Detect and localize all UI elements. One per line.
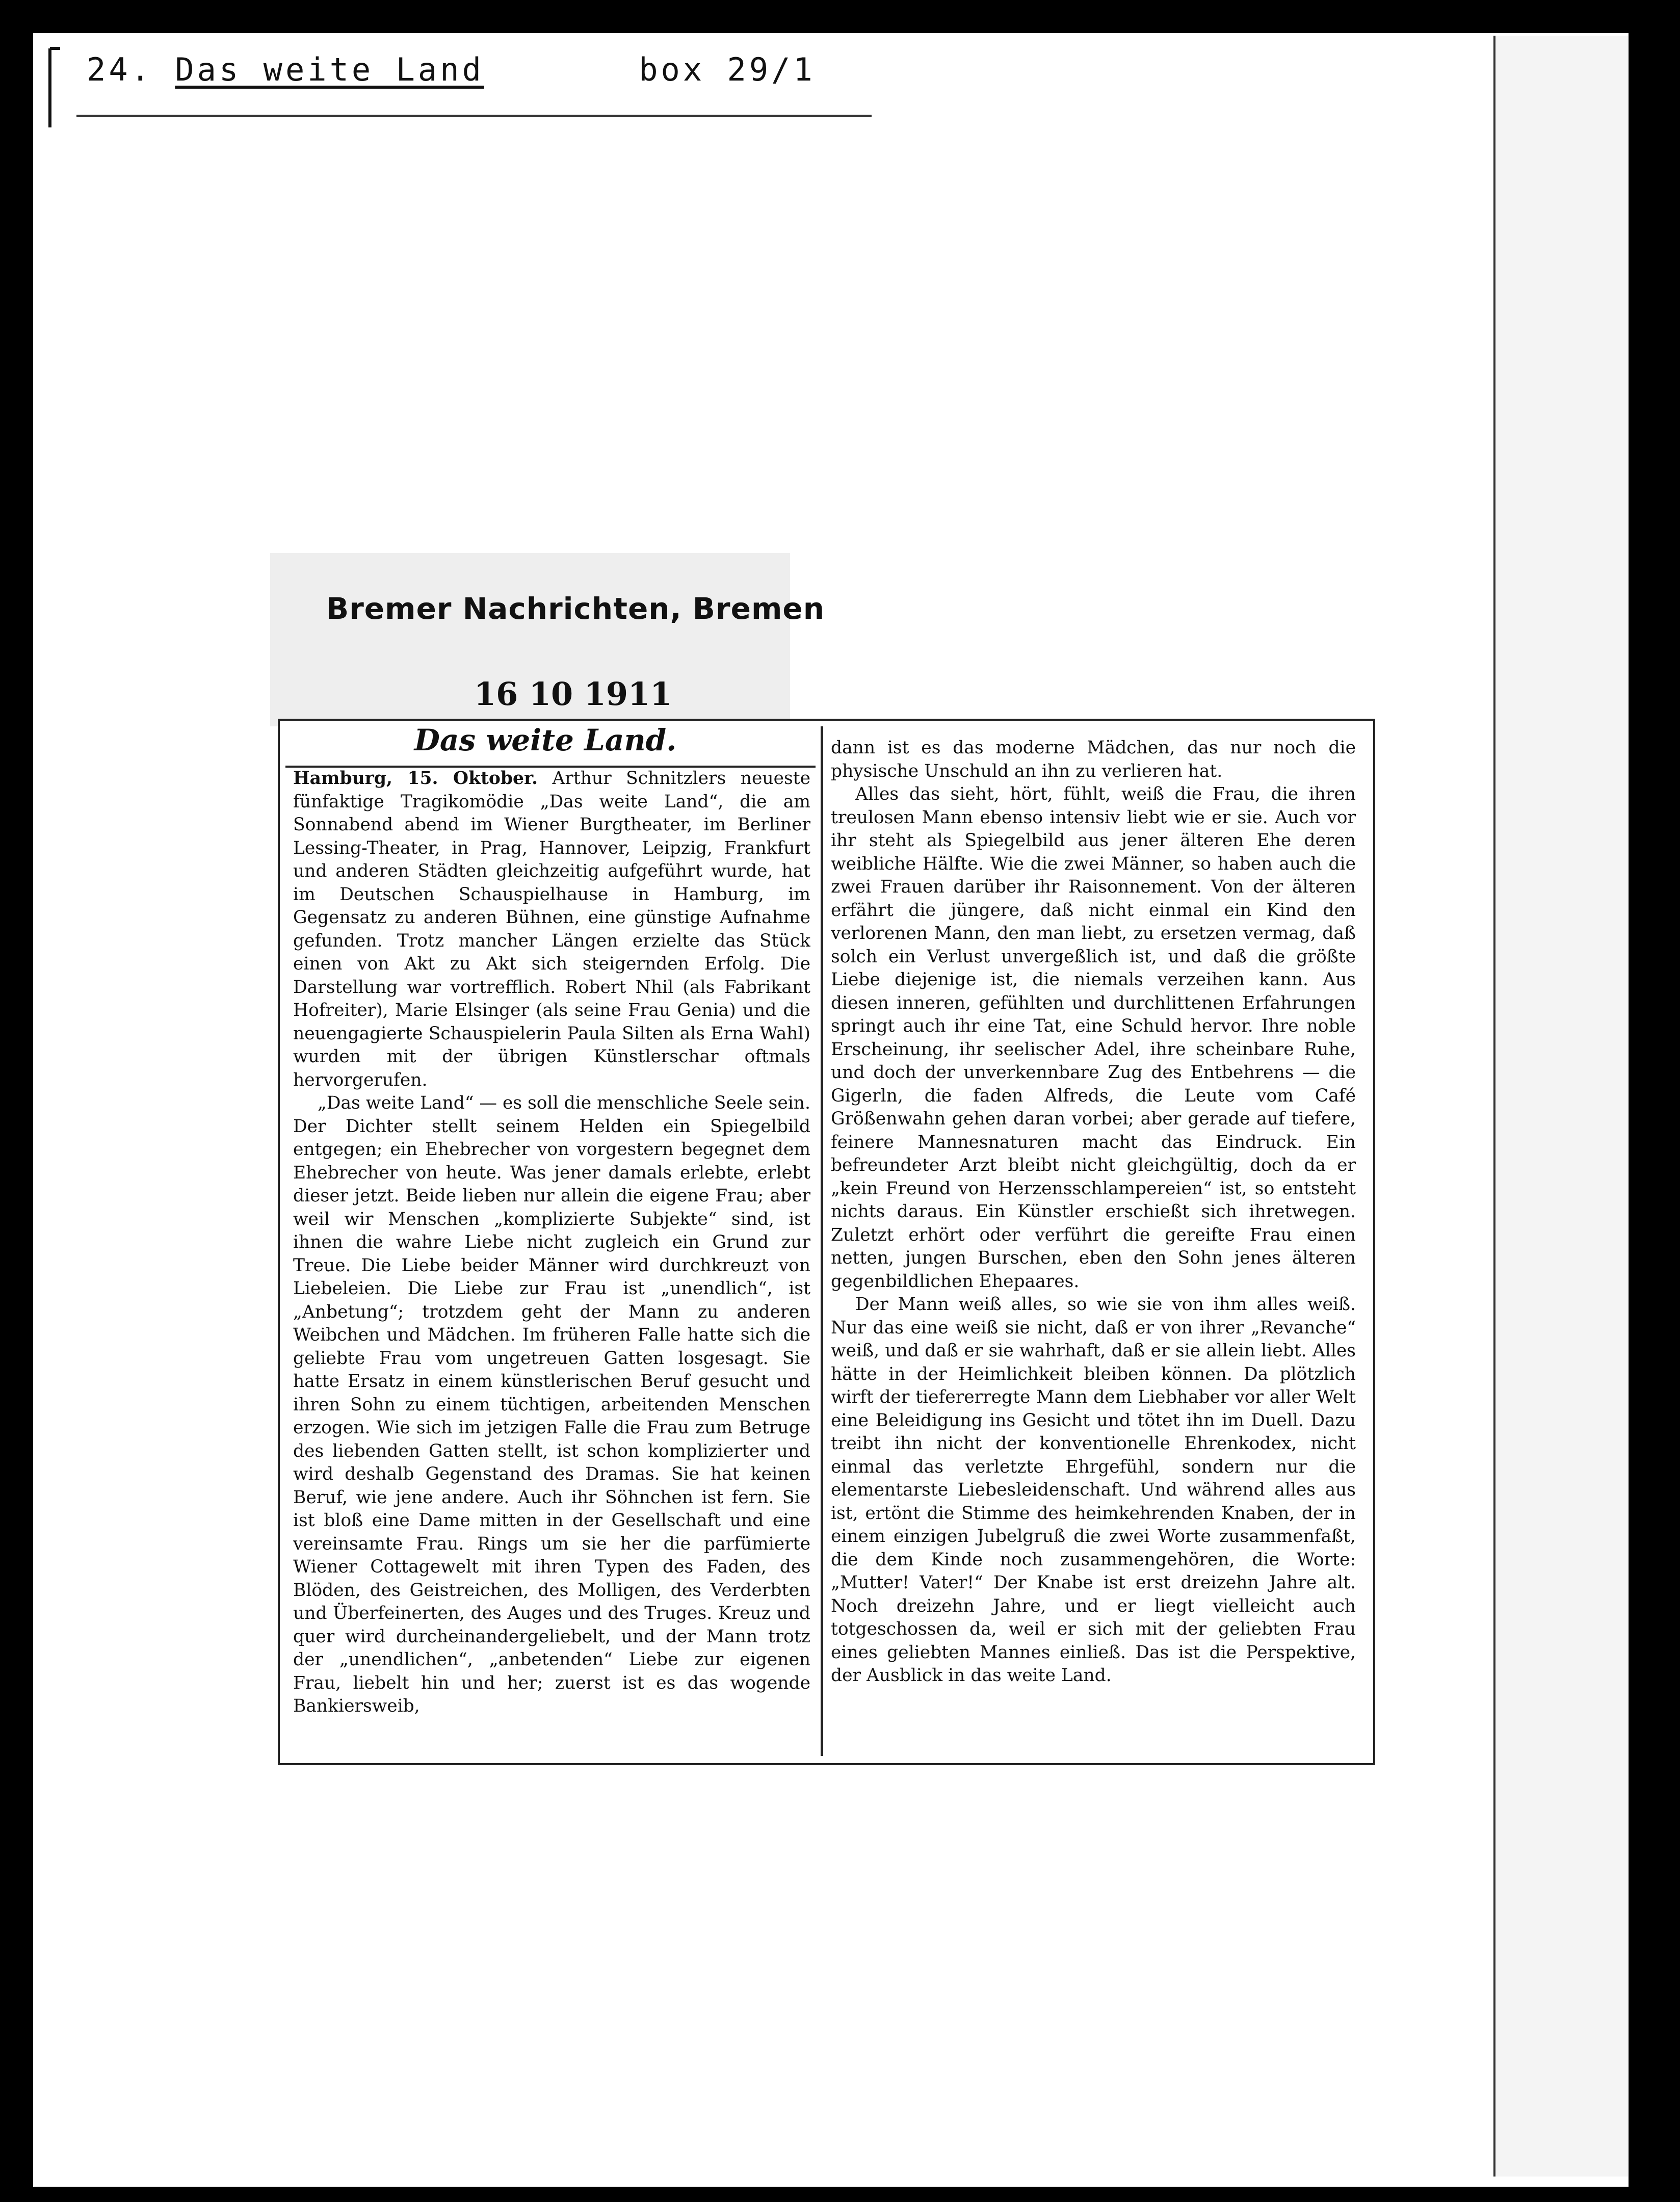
header-rule <box>76 115 872 117</box>
article-column-1 <box>293 767 810 1751</box>
article-title: Das weite Land. <box>414 723 677 757</box>
article-paragraph: Der Mann weiß alles, so wie sie von ihm alles weiß. Nur das eine weiß sie nicht, daß er von ihrer „Revanche“ weiß, und daß er sie wahrhaft, daß er sie allein liebt. Alles hätte in der Heimlichkeit bleiben können. Da plötzlich wirft der tiefererregte Mann dem Liebhaber vor aller Welt eine Beleidigung ins Gesicht und tötet ihn im Duell. Dazu treibt ihn nicht der konventionelle Ehrenkodex, nicht einmal das verletzte Ehrgefühl, sondern nur die elementarste Liebesleidenschaft. Und während alles aus ist, ertönt die Stimme des heimkehrenden Knaben, der in einem einzigen Jubelgruß die zwei Worte zusammenfaßt, die dem Kinde noch zusammengehören, die Worte: „Mutter! Vater!“ Der Knabe ist erst dreizehn Jahre alt. Noch dreizehn Jahre, und er liegt vielleicht auch totgeschossen da, weil er sich mit der geliebten Frau eines geliebten Mannes einließ. Das ist die Perspektive, der Ausblick in das weite Land. <box>831 1294 1356 1686</box>
folder-title: Das weite Land <box>175 51 484 88</box>
article-paragraph: dann ist es das moderne Mädchen, das nur noch die physische Unschuld an ihn zu verlieren hat. <box>831 738 1356 781</box>
article-paragraph: Alles das sieht, hört, fühlt, weiß die Frau, die ihren treulosen Mann ebenso intensiv liebt wie er sie. Auch vor ihr steht als Spiegelbild aus jener älteren Ehe deren weibliche Hälfte. Wie die zwei Männer, so haben auch die zwei Frauen darüber ihr Raisonnement. Von der älteren erfährt die jüngere, daß nicht einmal ein Kind den verlorenen Mann, den man liebt, zu ersetzen vermag, daß solch ein Verlust unvergeßlich ist, und daß die größte Liebe diejenige ist, die niemals verzeihen kann. Aus diesen inneren, gefühlten und durchlittenen Erfahrungen springt auch ihr eine Tat, eine Schuld hervor. Ihre noble Erscheinung, ihr seelischer Adel, ihre scheinbare Ruhe, und doch der unverkennbare Zug des Entbehrens — die Gigerln, die faden Alfreds, die Leute vom Café Größenwahn gehen daran vorbei; aber gerade auf tiefere, feinere Mannesnaturen macht das Eindruck. Ein befreundeter Arzt bleibt nicht gleichgültig, doch da er „kein Freund von Herzensschlampereien“ ist, so entsteht nichts daraus. Ein Künstler erschießt sich ihretwegen. Zuletzt erhört oder verführt die gereifte Frau einen netten, jungen Burschen, eben den Sohn jenes älteren gegenbildlichen Ehepaares. <box>831 784 1356 1292</box>
article-column-2 <box>831 737 1356 1753</box>
archive-header <box>87 51 816 88</box>
paragraph-text: Arthur Schnitzlers neueste fünfaktige Tragikomödie „Das weite Land“, die am Sonnabend abend im Wiener Burgtheater, im Berliner Lessing-Theater, in Prag, Hannover, Leipzig, Frankfurt und anderen Städten gleichzeitig aufgeführt wurde, hat im Deutschen Schauspielhause in Hamburg, im Gegensatz zu anderen Bühnen, eine günstige Aufnahme gefunden. Trotz mancher Längen erzielte das Stück einen von Akt zu Akt sich steigernden Erfolg. Die Darstellung war vortrefflich. Robert Nhil (als Fabrikant Hofreiter), Marie Elsinger (als seine Frau Genia) und die neuengagierte Schauspielerin Paula Silten als Erna Wahl) wurden mit der übrigen Künstlerschar oftmals hervorgerufen. <box>293 768 810 1090</box>
article-paragraph: „Das weite Land“ — es soll die menschliche Seele sein. Der Dichter stellt seinem Helden ein Spiegelbild entgegen; ein Ehebrecher von vorgestern begegnet dem Ehebrecher von heute. Was jener damals erlebte, erlebt dieser jetzt. Beide lieben nur allein die eigene Frau; aber weil wir Menschen „komplizierte Subjekte“ sind, ist ihnen die wahre Liebe nicht zugleich ein Grund zur Treue. Die Liebe beider Männer wird durchkreuzt von Liebeleien. Die Liebe zur Frau ist „unendlich“, ist „Anbetung“; trotzdem geht der Mann zu anderen Weibchen und Mädchen. Im früheren Falle hatte sich die geliebte Frau vom ungetreuen Gatten losgesagt. Sie hatte Ersatz in einem künstlerischen Beruf gesucht und ihren Sohn zu einem tüchtigen, arbeitenden Menschen erzogen. Wie sich im jetzigen Falle die Frau zum Betruge des liebenden Gatten stellt, ist schon komplizierter und wird deshalb Gegenstand des Dramas. Sie hat keinen Beruf, wie jene andere. Auch ihr Söhnchen ist fern. Sie ist bloß eine Dame mitten in der Gesellschaft und eine vereinsamte Frau. Rings um sie her die parfümierte Wiener Cottagewelt mit ihren Typen des Faden, des Blöden, des Geistreichen, des Molligen, des Verderbten und Überfeinerten, des Auges und des Truges. Kreuz und quer wird durcheinandergeliebelt, und der Mann trotz der „unendlichen“, „anbetenden“ Liebe zur eigenen Frau, liebelt hin und her; zuerst ist es das wogende Bankiersweib, <box>293 1093 810 1716</box>
folder-number: 24. <box>87 51 153 88</box>
dateline: Hamburg, 15. Oktober. <box>293 768 538 789</box>
box-label: box 29/1 <box>639 51 816 88</box>
article-paragraph <box>293 767 810 1092</box>
stamp-date: 16 10 1911 <box>474 675 672 713</box>
newspaper-stamp: Bremer Nachrichten, Bremen <box>326 591 825 626</box>
column-divider <box>821 726 823 1756</box>
